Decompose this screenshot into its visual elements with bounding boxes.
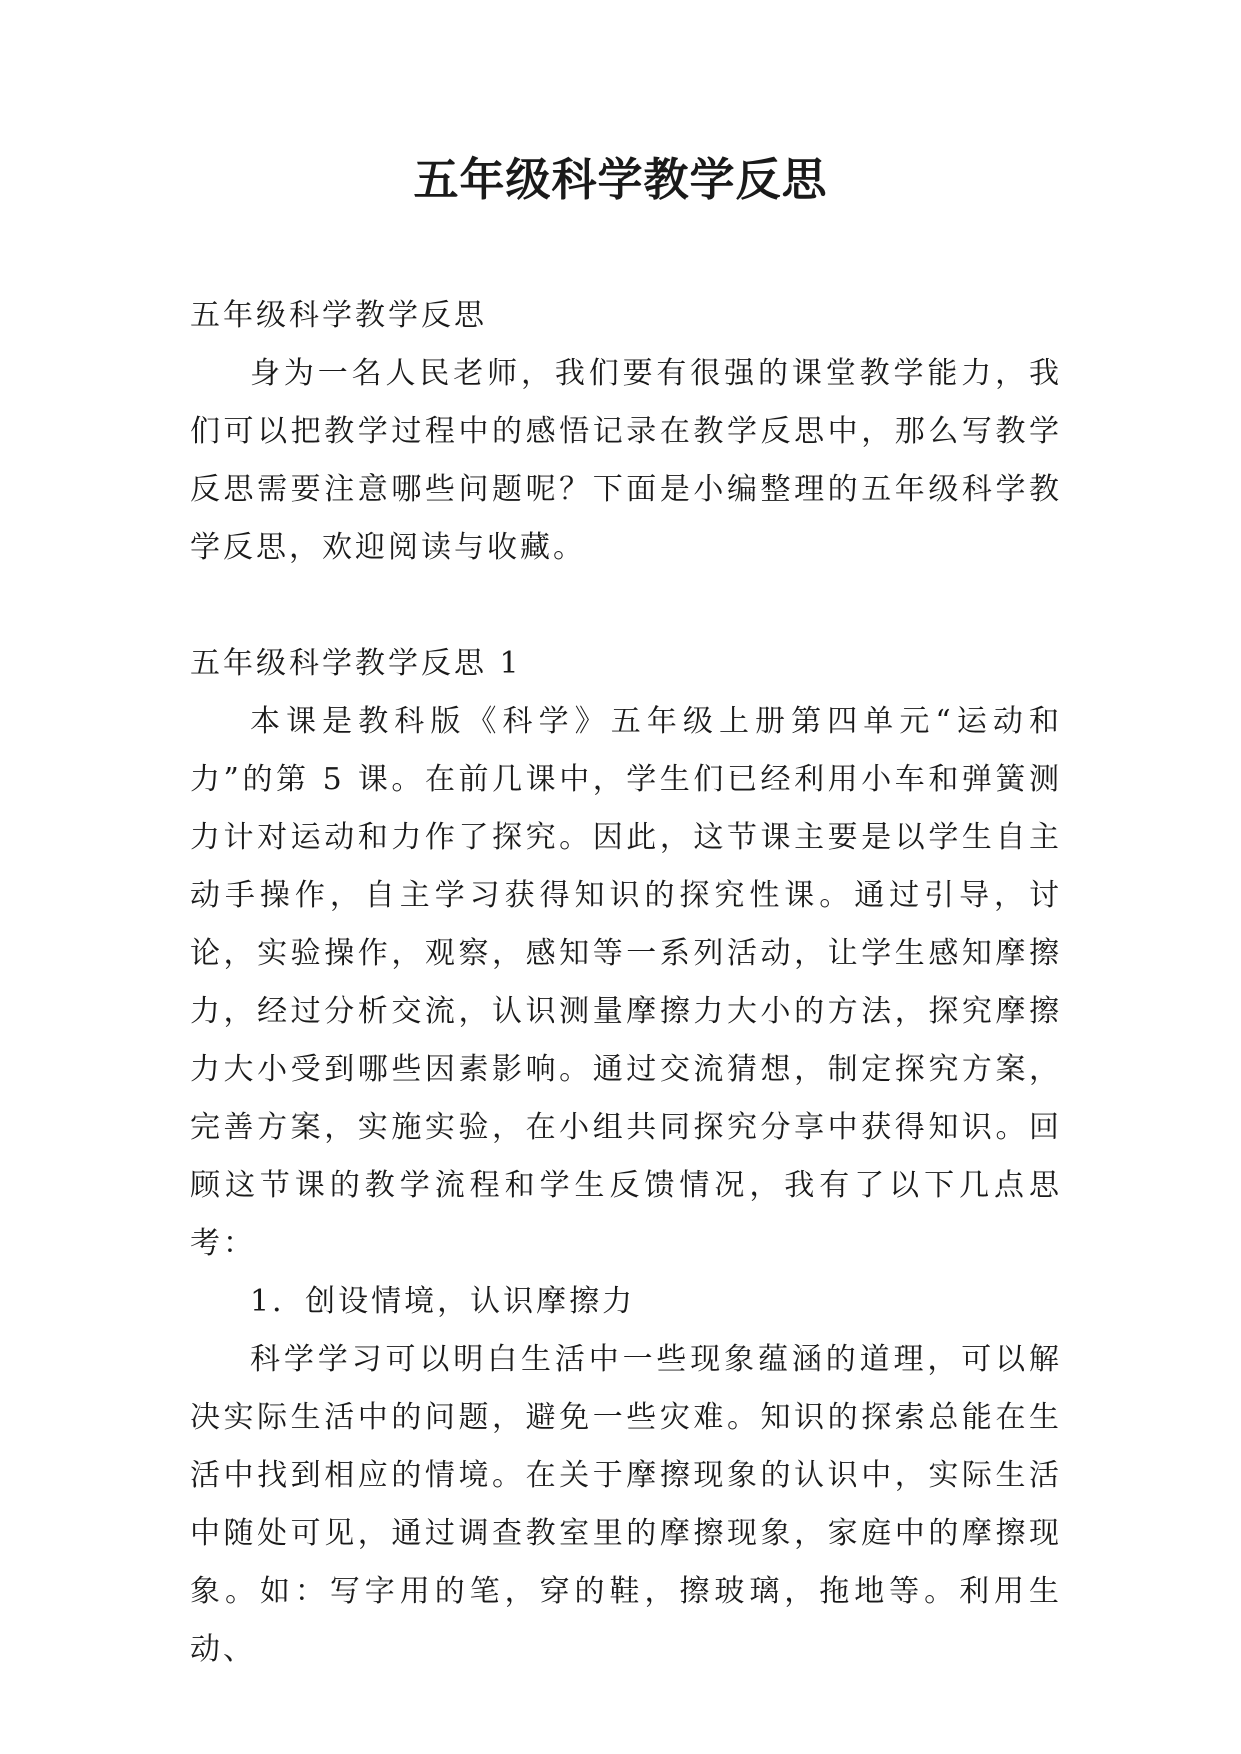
document-body <box>190 287 1062 1679</box>
point-heading: 1．创设情境，认识摩擦力 <box>250 1284 636 1319</box>
intro-paragraph: 身为一名人民老师，我们要有很强的课堂教学能力，我们可以把教学过程中的感悟记录在教学反思中，那么写教学反思需要注意哪些问题呢？下面是小编整理的五年级科学教学反思，欢迎阅读与收藏。 <box>190 356 1062 565</box>
body-paragraph: 科学学习可以明白生活中一些现象蕴涵的道理，可以解决实际生活中的问题，避免一些灾难。知识的探索总能在生活中找到相应的情境。在关于摩擦现象的认识中，实际生活中随处可见，通过调查教室里的摩擦现象，家庭中的摩擦现象。如：写字用的笔，穿的鞋，擦玻璃，拖地等。利用生动、 <box>190 1342 1062 1667</box>
subtitle-heading: 五年级科学教学反思 <box>190 298 487 333</box>
section-heading: 五年级科学教学反思 1 <box>190 646 522 681</box>
body-paragraph: 本课是教科版《科学》五年级上册第四单元“运动和力”的第 5 课。在前几课中，学生们已经利用小车和弹簧测力计对运动和力作了探究。因此，这节课主要是以学生自主动手操作，自主学习获得知识的探究性课。通过引导，讨论，实验操作，观察，感知等一系列活动，让学生感知摩擦力，经过分析交流，认识测量摩擦力大小的方法，探究摩擦力大小受到哪些因素影响。通过交流猜想，制定探究方案，完善方案，实施实验，在小组共同探究分享中获得知识。回顾这节课的教学流程和学生反馈情况，我有了以下几点思考： <box>190 704 1062 1261</box>
blank-line <box>190 577 1062 635</box>
document-title: 五年级科学教学反思 <box>413 153 828 206</box>
